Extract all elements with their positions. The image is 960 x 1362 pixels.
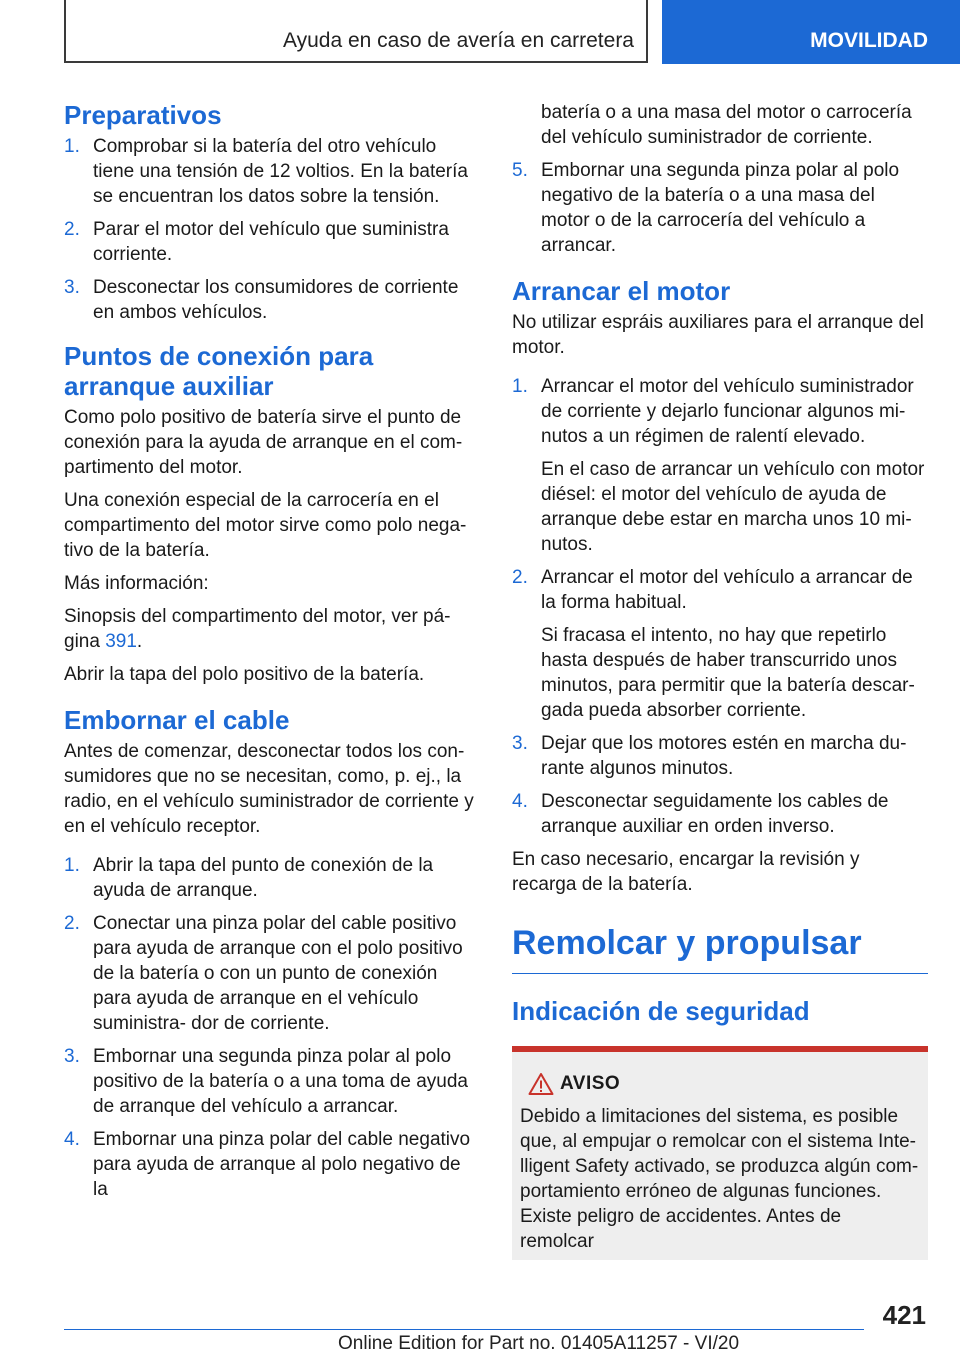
heading-arrancar-motor: Arrancar el motor bbox=[512, 276, 731, 306]
paragraph: Antes de comenzar, desconectar todos los con- sumidores que no se necesitan, como, p. ej., la radio, en el vehículo suministrador de corriente y en el vehículo receptor. bbox=[64, 741, 474, 837]
item-text: Dejar que los motores estén en marcha du- rante algunos minutos. bbox=[541, 733, 907, 779]
paragraph-reference bbox=[64, 604, 480, 654]
list-embornar-continued bbox=[512, 158, 928, 258]
paragraph: Más información: bbox=[64, 573, 209, 594]
list-item bbox=[64, 853, 480, 903]
item-subtext: Si fracasa el intento, no hay que repetirlo hasta después de haber transcurrido unos minutos, para permitir que la batería descar- gada pueda absorber corriente. bbox=[541, 625, 915, 721]
reference-text: Sinopsis del compartimento del motor, ver pá- gina bbox=[64, 606, 451, 652]
warning-header bbox=[528, 1072, 920, 1096]
list-embornar bbox=[64, 853, 480, 1202]
paragraph: En caso necesario, encargar la revisión y recarga de la batería. bbox=[512, 849, 860, 895]
item-number: 3. bbox=[64, 277, 80, 298]
heading-preparativos: Preparativos bbox=[64, 100, 222, 130]
item-text: Arrancar el motor del vehículo suministrador de corriente y dejarlo funcionar algunos mi- nutos a un régimen de ralentí elevado. bbox=[541, 376, 914, 447]
item-number: 4. bbox=[512, 791, 528, 812]
item-text: Conectar una pinza polar del cable positivo para ayuda de arranque con el polo positivo de la batería o con un punto de conexión para ayuda de arranque en el vehículo suministra- dor de corriente. bbox=[93, 913, 463, 1034]
header-tab-movilidad[interactable] bbox=[662, 0, 960, 64]
item-text: Embornar una pinza polar del cable negativo para ayuda de arranque al polo negativo de la bbox=[93, 1129, 471, 1200]
item-number: 5. bbox=[512, 160, 528, 181]
item-number: 2. bbox=[64, 913, 80, 934]
reference-end: . bbox=[136, 631, 143, 652]
warning-triangle-icon bbox=[528, 1072, 554, 1096]
page-number: 421 bbox=[882, 1300, 926, 1330]
item-text: Embornar una segunda pinza polar al polo positivo de la batería o a una toma de ayuda de arranque del vehículo a arrancar. bbox=[93, 1046, 468, 1117]
item-number: 1. bbox=[64, 136, 80, 157]
header-section-title: Ayuda en caso de avería en carretera bbox=[282, 29, 634, 52]
list-item bbox=[64, 217, 480, 267]
item-text: Arrancar el motor del vehículo a arrancar de la forma habitual. bbox=[541, 567, 913, 613]
list-preparativos bbox=[64, 134, 480, 325]
footer-edition: Online Edition for Part no. 01405A11257 - VI/20 bbox=[338, 1333, 740, 1354]
paragraph: Como polo positivo de batería sirve el punto de conexión para la ayuda de arranque en el com- partimento del motor. bbox=[64, 407, 463, 478]
item-text: Embornar una segunda pinza polar al polo negativo de la batería o a una masa del motor o de la carrocería del vehículo a arrancar. bbox=[541, 160, 900, 256]
paragraph: No utilizar espráis auxiliares para el arranque del motor. bbox=[512, 312, 924, 358]
item-number: 3. bbox=[64, 1046, 80, 1067]
list-continuation: batería o a una masa del motor o carrocería del vehículo suministrador de corriente. bbox=[541, 102, 912, 148]
list-item bbox=[512, 374, 928, 557]
page-link[interactable]: 391 bbox=[105, 631, 137, 652]
paragraph: Abrir la tapa del polo positivo de la batería. bbox=[64, 664, 425, 685]
list-item bbox=[64, 1044, 480, 1119]
list-item bbox=[64, 275, 480, 325]
right-column bbox=[512, 100, 928, 1260]
item-text: Parar el motor del vehículo que suministra corriente. bbox=[93, 219, 449, 265]
footer-divider bbox=[64, 1329, 864, 1330]
paragraph: Una conexión especial de la carrocería en el compartimento del motor sirve como polo nega- tivo de la batería. bbox=[64, 490, 467, 561]
item-text: Desconectar seguidamente los cables de arranque auxiliar en orden inverso. bbox=[541, 791, 889, 837]
heading-embornar-cable: Embornar el cable bbox=[64, 705, 290, 735]
list-item bbox=[512, 158, 928, 258]
item-number: 3. bbox=[512, 733, 528, 754]
list-item bbox=[512, 731, 928, 781]
item-number: 2. bbox=[512, 567, 528, 588]
header-section-box bbox=[64, 0, 648, 63]
item-number: 4. bbox=[64, 1129, 80, 1150]
list-item bbox=[64, 911, 480, 1036]
heading-indicacion-seguridad: Indicación de seguridad bbox=[512, 996, 810, 1026]
left-column bbox=[64, 100, 480, 1210]
item-number: 1. bbox=[512, 376, 528, 397]
heading-remolcar-propulsar: Remolcar y propulsar bbox=[512, 923, 928, 974]
item-number: 1. bbox=[64, 855, 80, 876]
warning-box bbox=[512, 1046, 928, 1260]
item-text: Comprobar si la batería del otro vehículo tiene una tensión de 12 voltios. En la batería se encuentran los datos sobre la tensión. bbox=[93, 136, 468, 207]
heading-puntos-conexion: Puntos de conexión para arranque auxiliar bbox=[64, 341, 374, 401]
list-item bbox=[64, 134, 480, 209]
warning-text: Debido a limitaciones del sistema, es posible que, al empujar o remolcar con el sistema Inte- lligent Safety activado, se produzca algún com- portamiento erróneo de algunas funciones. Existe peligro de accidentes. Antes de remolcar bbox=[520, 1106, 919, 1252]
item-subtext: En el caso de arrancar un vehículo con motor diésel: el motor del vehículo de ayuda de arranque debe estar en marcha unos 10 mi- nutos. bbox=[541, 459, 925, 555]
list-arrancar bbox=[512, 374, 928, 839]
header-tab-label: MOVILIDAD bbox=[810, 29, 928, 52]
item-text: Desconectar los consumidores de corriente en ambos vehículos. bbox=[93, 277, 459, 323]
list-item bbox=[512, 789, 928, 839]
item-text: Abrir la tapa del punto de conexión de la ayuda de arranque. bbox=[93, 855, 434, 901]
warning-title: AVISO bbox=[560, 1073, 621, 1094]
item-number: 2. bbox=[64, 219, 80, 240]
list-item bbox=[512, 565, 928, 723]
list-item bbox=[64, 1127, 480, 1202]
